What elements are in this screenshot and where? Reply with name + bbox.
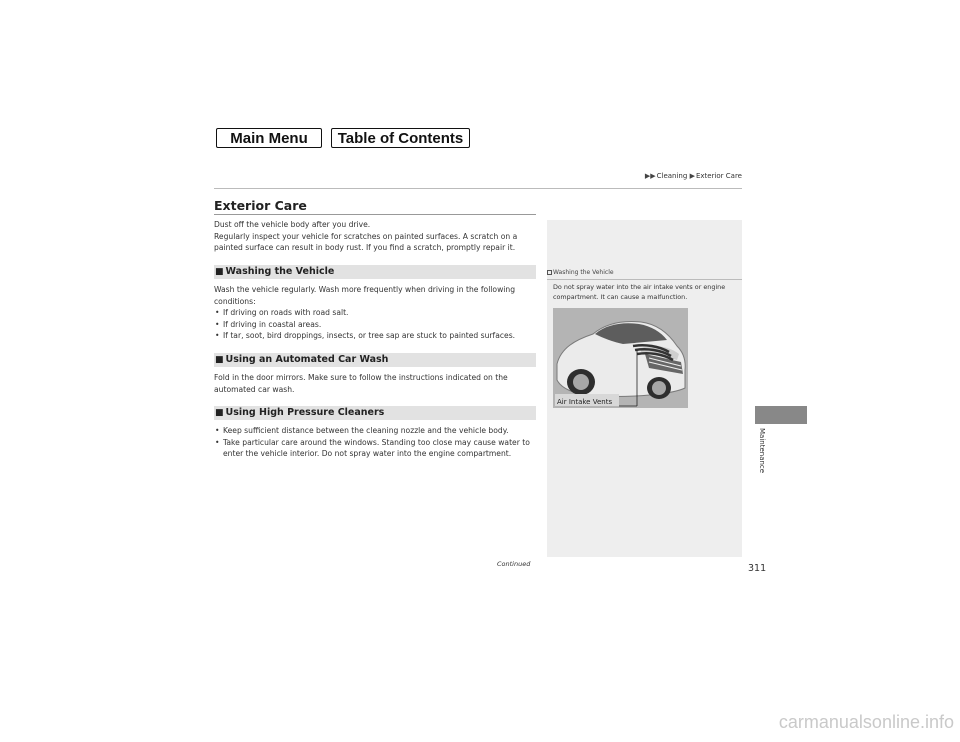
washing-text: Wash the vehicle regularly. Wash more frequently when driving in the following conditions: (214, 285, 516, 306)
air-intake-vents-label: Air Intake Vents (557, 398, 613, 406)
washing-bullet-list (214, 307, 536, 342)
sidebar-heading (547, 269, 742, 280)
title-divider (214, 214, 536, 215)
sidebar-note-text: Do not spray water into the air intake vents or engine compartment. It can cause a malfunction. (553, 283, 726, 301)
note-reference-icon (547, 270, 552, 275)
section-heading-high-pressure (214, 406, 536, 420)
table-of-contents-button[interactable]: Table of Contents (331, 128, 470, 148)
chapter-tab-label: Maintenance (758, 428, 766, 474)
list-item: • If driving on roads with road salt. (214, 307, 536, 319)
list-item: • If tar, soot, bird droppings, insects, or tree sap are stuck to painted surfaces. (214, 330, 536, 342)
high-pressure-bullet-list (214, 425, 536, 460)
intro-line-2: Regularly inspect your vehicle for scratches on painted surfaces. A scratch on a painted surface can result in body rust. If you find a scratch, promptly repair it. (214, 231, 518, 252)
breadcrumb-arrow-icon: ▶▶ (644, 172, 656, 180)
site-watermark: carmanualsonline.info (778, 712, 954, 732)
list-item: • If driving in coastal areas. (214, 319, 536, 331)
washing-body (214, 284, 536, 342)
section-heading-washing (214, 265, 536, 279)
header-divider (214, 188, 742, 189)
page-title: Exterior Care (214, 198, 307, 213)
continued-label: Continued (497, 560, 531, 568)
section-heading-automated-car-wash (214, 353, 536, 367)
square-bullet-icon: ■ (215, 355, 224, 365)
car-icon (553, 308, 688, 408)
high-pressure-body (214, 425, 536, 460)
square-bullet-icon: ■ (215, 267, 224, 277)
section-heading-text: Using an Automated Car Wash (225, 354, 389, 365)
breadcrumb-section[interactable]: Cleaning (656, 172, 688, 180)
list-item: • Keep sufficient distance between the cleaning nozzle and the vehicle body. (214, 425, 536, 437)
breadcrumb (645, 172, 742, 180)
car-illustration (553, 308, 688, 408)
sidebar-heading-text: Washing the Vehicle (553, 269, 614, 276)
main-menu-button[interactable]: Main Menu (216, 128, 322, 148)
automated-wash-text: Fold in the door mirrors. Make sure to follow the instructions indicated on the automated car wash. (214, 373, 508, 394)
square-bullet-icon: ■ (215, 408, 224, 418)
intro-line-1: Dust off the vehicle body after you drive. (214, 220, 371, 229)
page-number: 311 (748, 563, 767, 574)
breadcrumb-arrow-icon: ▶ (689, 172, 695, 180)
breadcrumb-page: Exterior Care (695, 172, 742, 180)
chapter-tab[interactable] (755, 406, 807, 424)
section-heading-text: Washing the Vehicle (225, 266, 335, 277)
section-heading-text: Using High Pressure Cleaners (225, 407, 385, 418)
list-item: • Take particular care around the windows. Standing too close may cause water to enter the vehicle interior. Do not spray water into the engine compartment. (214, 437, 536, 460)
intro-text (214, 219, 534, 254)
